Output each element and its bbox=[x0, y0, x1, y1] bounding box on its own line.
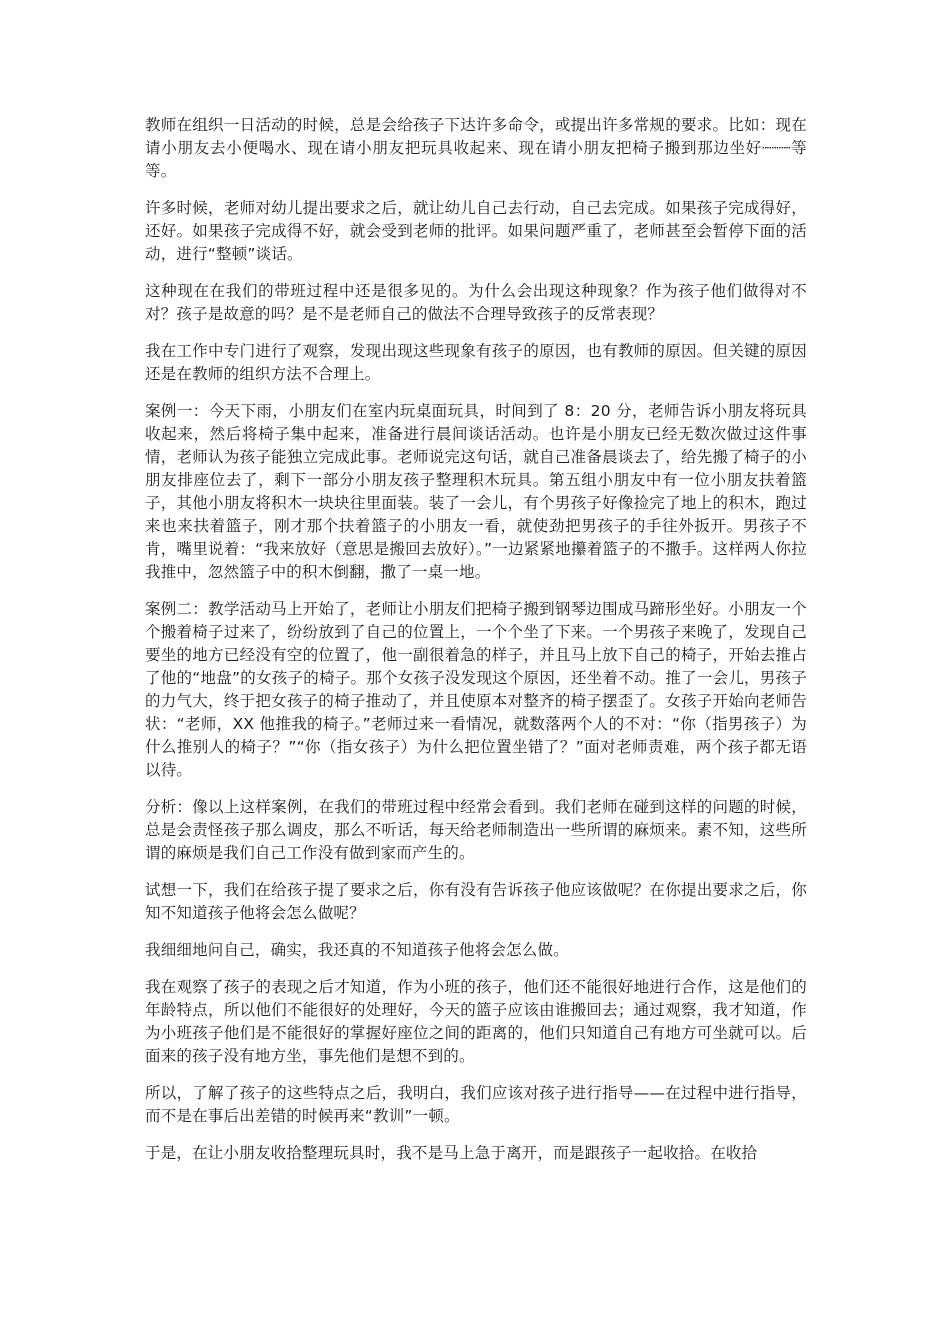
paragraph-teacher-response: 许多时候，老师对幼儿提出要求之后，就让幼儿自己去行动，自己去完成。如果孩子完成得好，还好。如果孩子完成得不好，就会受到老师的批评。如果问题严重了，老师甚至会暂停下面的活动，进行“整顿”谈话。 bbox=[145, 199, 807, 263]
paragraph-analysis: 分析：像以上这样案例，在我们的带班过程中经常会看到。我们老师在碰到这样的问题的时候，总是会责怪孩子那么调皮，那么不听话，每天给老师制造出一些所谓的麻烦来。素不知，这些所谓的麻烦是我们自己工作没有做到家而产生的。 bbox=[145, 798, 807, 862]
paragraph-self-question: 我细细地问自己，确实，我还真的不知道孩子他将会怎么做。 bbox=[145, 941, 569, 959]
paragraph-conclusion: 所以，了解了孩子的这些特点之后，我明白，我们应该对孩子进行指导——在过程中进行指导，而不是在事后出差错的时候再来“教训”一顿。 bbox=[145, 1084, 807, 1125]
paragraph-intro: 教师在组织一日活动的时候，总是会给孩子下达许多命令，或提出许多常规的要求。比如：现在请小朋友去小便喝水、现在请小朋友把玩具收起来、现在请小朋友把椅子搬到那边坐好┈┈┈等等。 bbox=[145, 116, 807, 180]
paragraph-case-one: 案例一：今天下雨，小朋友们在室内玩桌面玩具，时间到了 8：20 分，老师告诉小朋友将玩具收起来，然后将椅子集中起来，准备进行晨间谈话活动。也许是小朋友已经无数次做过这件事情，老师认为孩子能独立完成此事。老师说完这句话，就自己准备晨谈去了，给先搬了椅子的小朋友排座位去了，剩下一部分小朋友孩子整理积木玩具。第五组小朋友中有一位小朋友扶着篮子，其他小朋友将积木一块块往里面装。装了一会儿，有个男孩子好像捡完了地上的积木，跑过来也来扶着篮子，刚才那个扶着篮子的小朋友一看，就使劲把男孩子的手往外扳开。男孩子不肯，嘴里说着：“我来放好（意思是搬回去放好）。”一边紧紧地攥着篮子的不撒手。这样两人你拉我推中，忽然篮子中的积木倒翻，撒了一桌一地。 bbox=[145, 402, 807, 581]
paragraph-continuation: 于是，在让小朋友收拾整理玩具时，我不是马上急于离开，而是跟孩子一起收拾。在收拾 bbox=[145, 1144, 758, 1162]
document-body bbox=[145, 114, 807, 1165]
paragraph-observation: 我在工作中专门进行了观察，发现出现这些现象有孩子的原因，也有教师的原因。但关键的原因还是在教师的组织方法不合理上。 bbox=[145, 342, 807, 383]
paragraph-case-two: 案例二：教学活动马上开始了，老师让小朋友们把椅子搬到钢琴边围成马蹄形坐好。小朋友一个个搬着椅子过来了，纷纷放到了自己的位置上，一个个坐了下来。一个男孩子来晚了，发现自己要坐的地方已经没有空的位置了，他一副很着急的样子，并且马上放下自己的椅子，开始去推占了他的“地盘”的女孩子的椅子。那个女孩子没发现这个原因，还坐着不动。推了一会儿，男孩子的力气大，终于把女孩子的椅子推动了，并且使原本对整齐的椅子摆歪了。女孩子开始向老师告状：“老师，XX 他推我的椅子。”老师过来一看情况，就数落两个人的不对：“你（指男孩子）为什么推别人的椅子？”“你（指女孩子）为什么把位置坐错了？”面对老师责难，两个孩子都无语以待。 bbox=[145, 600, 807, 779]
paragraph-questions: 这种现在在我们的带班过程中还是很多见的。为什么会出现这种现象？作为孩子他们做得对不对？孩子是故意的吗？是不是老师自己的做法不合理导致孩子的反常表现？ bbox=[145, 282, 807, 323]
paragraph-reflection-question: 试想一下，我们在给孩子提了要求之后，你有没有告诉孩子他应该做呢？在你提出要求之后，你知不知道孩子他将会怎么做呢？ bbox=[145, 881, 807, 922]
paragraph-findings: 我在观察了孩子的表现之后才知道，作为小班的孩子，他们还不能很好地进行合作，这是他们的年龄特点，所以他们不能很好的处理好，今天的篮子应该由谁搬回去；通过观察，我才知道，作为小班孩子他们是不能很好的掌握好座位之间的距离的，他们只知道自己有地方可坐就可以。后面来的孩子没有地方坐，事先他们是想不到的。 bbox=[145, 978, 807, 1065]
